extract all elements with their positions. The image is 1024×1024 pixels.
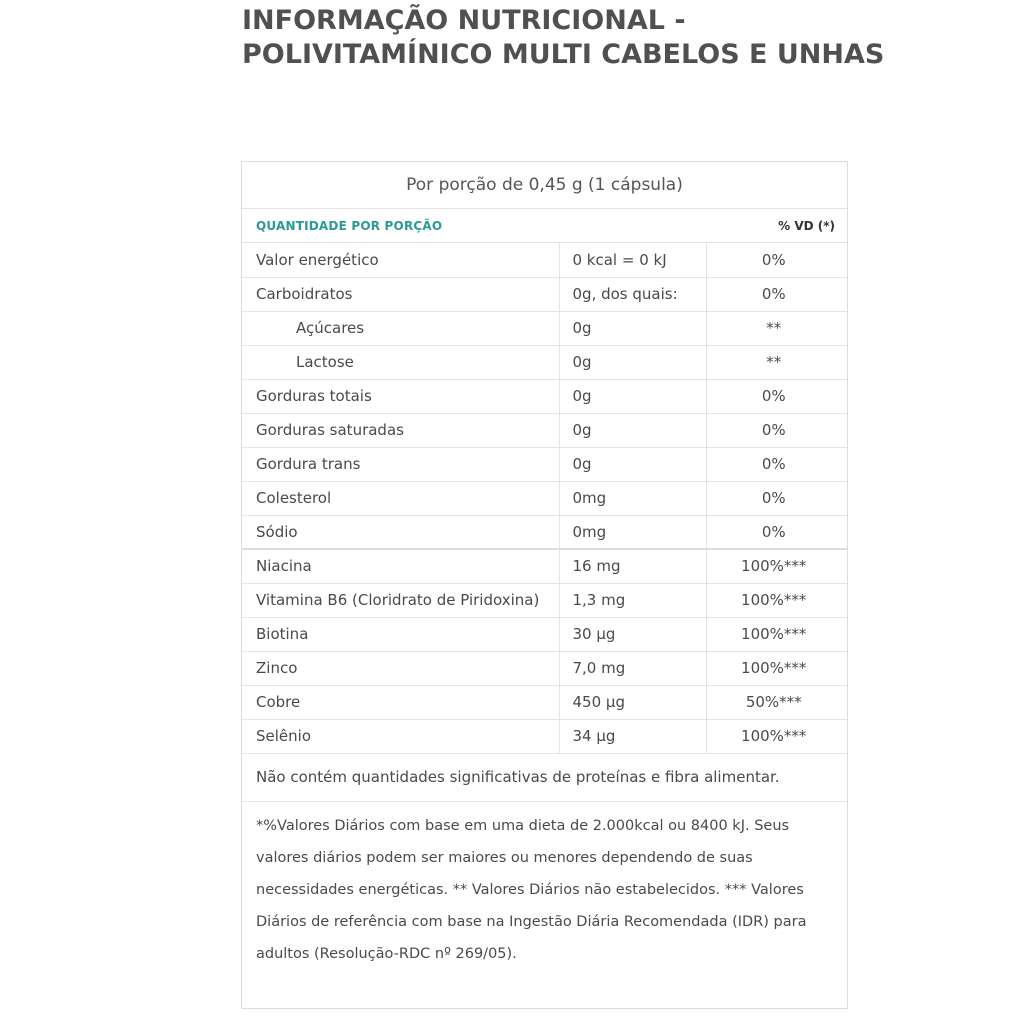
nutrient-daily-value: 100%***	[706, 549, 847, 583]
nutrient-name: Colesterol	[242, 481, 559, 515]
nutrient-daily-value: **	[706, 311, 847, 345]
table-row	[242, 447, 847, 481]
nutrient-name: Carboidratos	[242, 277, 559, 311]
nutrient-amount: 450 µg	[559, 685, 706, 719]
nutrition-facts-panel	[241, 161, 848, 1009]
table-row	[242, 583, 847, 617]
footnote-line: *%Valores Diários com base em uma dieta de 2.000kcal ou 8400 kJ. Seus	[256, 817, 790, 834]
nutrient-name: Sódio	[242, 515, 559, 549]
nutrient-name: Gordura trans	[242, 447, 559, 481]
table-row	[242, 481, 847, 515]
not-contains-note: Não contém quantidades significativas de proteínas e fibra alimentar.	[242, 754, 847, 802]
table-row	[242, 379, 847, 413]
nutrient-amount: 30 µg	[559, 617, 706, 651]
page-title	[242, 4, 884, 72]
quantity-per-portion-heading: QUANTIDADE POR PORÇÃO	[256, 218, 443, 233]
nutrition-table	[242, 243, 847, 754]
nutrient-amount: 0g	[559, 413, 706, 447]
nutrient-amount: 0mg	[559, 515, 706, 549]
page-title-line-2: POLIVITAMÍNICO MULTI CABELOS E UNHAS	[242, 39, 885, 70]
nutrient-daily-value: 100%***	[706, 651, 847, 685]
table-row	[242, 243, 847, 277]
nutrient-name: Gorduras totais	[242, 379, 559, 413]
footnote-line: necessidades energéticas. ** Valores Diários não estabelecidos. *** Valores	[256, 881, 804, 898]
nutrient-name: Açúcares	[242, 311, 559, 345]
nutrient-daily-value: 100%***	[706, 719, 847, 753]
nutrient-name: Niacina	[242, 549, 559, 583]
table-row	[242, 413, 847, 447]
nutrient-daily-value: 0%	[706, 379, 847, 413]
nutrient-amount: 34 µg	[559, 719, 706, 753]
portion-size: Por porção de 0,45 g (1 cápsula)	[242, 162, 847, 209]
nutrient-amount: 7,0 mg	[559, 651, 706, 685]
nutrient-name: Gorduras saturadas	[242, 413, 559, 447]
nutrient-daily-value: 0%	[706, 277, 847, 311]
nutrient-daily-value: 0%	[706, 243, 847, 277]
nutrient-daily-value: 0%	[706, 447, 847, 481]
footnote	[242, 802, 847, 970]
nutrient-name: Lactose	[242, 345, 559, 379]
table-row	[242, 685, 847, 719]
nutrient-amount: 0g, dos quais:	[559, 277, 706, 311]
footnote-line: valores diários podem ser maiores ou menores dependendo de suas	[256, 849, 753, 866]
table-row	[242, 311, 847, 345]
nutrient-amount: 0g	[559, 345, 706, 379]
footnote-line: adultos (Resolução-RDC nº 269/05).	[256, 945, 517, 962]
nutrient-name: Cobre	[242, 685, 559, 719]
page-title-line-1: INFORMAÇÃO NUTRICIONAL -	[242, 5, 686, 36]
footnote-line: Diários de referência com base na Ingestão Diária Recomendada (IDR) para	[256, 913, 807, 930]
nutrient-name: Biotina	[242, 617, 559, 651]
nutrient-daily-value: 0%	[706, 413, 847, 447]
nutrient-amount: 0mg	[559, 481, 706, 515]
nutrient-daily-value: 100%***	[706, 617, 847, 651]
nutrient-name: Zinco	[242, 651, 559, 685]
table-header	[242, 209, 847, 243]
nutrient-name: Valor energético	[242, 243, 559, 277]
table-row	[242, 345, 847, 379]
nutrient-amount: 0g	[559, 447, 706, 481]
table-row	[242, 549, 847, 583]
nutrient-name: Selênio	[242, 719, 559, 753]
nutrient-daily-value: 50%***	[706, 685, 847, 719]
table-row	[242, 719, 847, 753]
nutrient-amount: 0g	[559, 311, 706, 345]
nutrient-amount: 0 kcal = 0 kJ	[559, 243, 706, 277]
nutrient-amount: 16 mg	[559, 549, 706, 583]
table-row	[242, 515, 847, 549]
table-row	[242, 651, 847, 685]
nutrient-name: Vitamina B6 (Cloridrato de Piridoxina)	[242, 583, 559, 617]
table-row	[242, 617, 847, 651]
nutrient-amount: 0g	[559, 379, 706, 413]
nutrient-daily-value: 0%	[706, 481, 847, 515]
nutrient-amount: 1,3 mg	[559, 583, 706, 617]
daily-value-heading: % VD (*)	[778, 218, 835, 233]
table-row	[242, 277, 847, 311]
nutrient-daily-value: 0%	[706, 515, 847, 549]
nutrient-daily-value: **	[706, 345, 847, 379]
nutrient-daily-value: 100%***	[706, 583, 847, 617]
